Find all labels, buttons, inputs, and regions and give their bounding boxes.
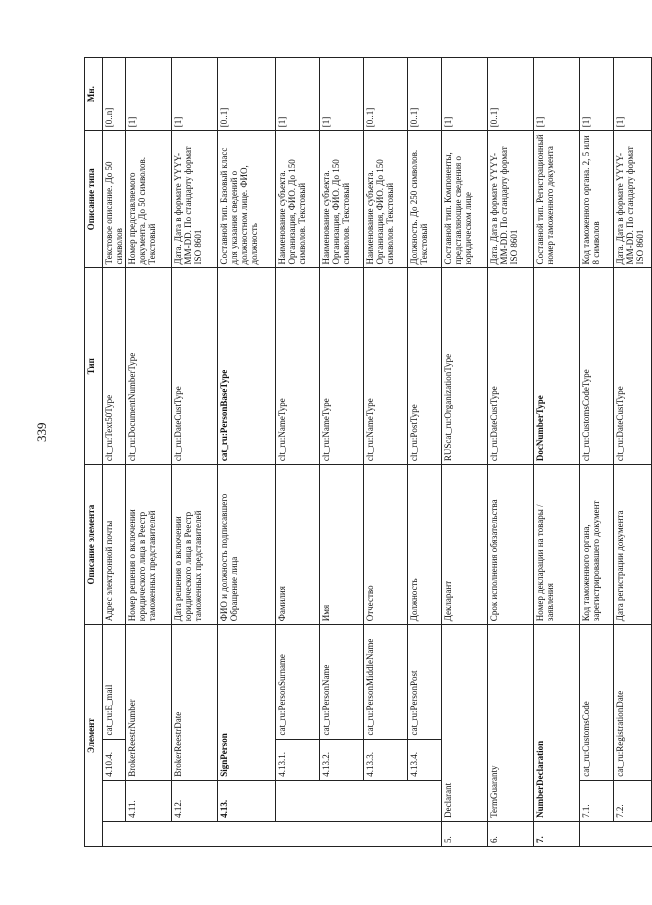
element-name: cat_ru:PersonName: [320, 625, 364, 739]
element-name: cat_ru:PersonSurname: [276, 625, 320, 739]
element-description: Имя: [320, 465, 364, 625]
row-number: 4.10.4.: [103, 739, 126, 780]
element-name: cat_ru:PersonMiddleName: [364, 625, 408, 739]
indent-cell: [580, 821, 614, 846]
element-type: cat_ru:PersonBaseType: [218, 268, 276, 465]
element-name: cat_ru:PersonPost: [408, 625, 442, 739]
type-description: Наименование субъекта. Организация, ФИО. До 150 символов. Текстовый: [276, 131, 320, 268]
table-row: [218, 58, 276, 847]
element-type: clt_ru:DateCustType: [614, 268, 652, 465]
indent-cell: [364, 780, 408, 821]
rotated-table-wrapper: [84, 57, 646, 847]
element-type: DocNumberType: [534, 268, 580, 465]
element-name: Declarant: [442, 625, 488, 822]
multiplicity: [0..1]: [218, 58, 276, 131]
element-name: SignPerson: [218, 625, 276, 781]
table-row: [364, 58, 408, 847]
indent-cell: [320, 821, 364, 846]
element-name: TermGuaranty: [488, 625, 534, 822]
row-number: 7.2.: [614, 780, 652, 821]
type-description: Составной тип. Базовый класс для указания сведений о должностном лице. ФИО, должность: [218, 131, 276, 268]
element-name: NumberDeclaration: [534, 625, 580, 822]
element-type: clt_ru:CustomsCodeType: [580, 268, 614, 465]
multiplicity: [1]: [580, 58, 614, 131]
element-description: Отчество: [364, 465, 408, 625]
table-row: [442, 58, 488, 847]
header-element-desc: Описание элемента: [85, 465, 103, 625]
row-number: 7.1.: [580, 780, 614, 821]
table-row: [534, 58, 580, 847]
row-number: 7.: [534, 821, 580, 846]
table-row: [580, 58, 614, 847]
row-number: 6.: [488, 821, 534, 846]
row-number: 4.13.: [218, 780, 276, 821]
element-type: clt_ru:NameType: [276, 268, 320, 465]
table-row: [488, 58, 534, 847]
indent-cell: [320, 780, 364, 821]
element-type: clt_ru:DateCustType: [488, 268, 534, 465]
header-type: Тип: [85, 268, 103, 465]
element-name: cat_ru:E_mail: [103, 625, 126, 739]
table-row: [614, 58, 652, 847]
multiplicity: [0..1]: [364, 58, 408, 131]
indent-cell: [408, 821, 442, 846]
row-number: 4.13.3.: [364, 739, 408, 780]
indent-cell: [218, 821, 276, 846]
multiplicity: [1]: [534, 58, 580, 131]
element-description: Срок исполнения обязательства: [488, 465, 534, 625]
element-description: Номер решения о включении юридического лица в Реестр таможенных представителей: [126, 465, 172, 625]
type-description: Дата. Дата в формате YYYY-MM-DD. По стандарту формат ISO 8601: [614, 131, 652, 268]
element-description: Фамилия: [276, 465, 320, 625]
row-number: 4.13.2.: [320, 739, 364, 780]
multiplicity: [1]: [172, 58, 218, 131]
multiplicity: [0..n]: [103, 58, 126, 131]
element-description: Должность: [408, 465, 442, 625]
type-description: Текстовое описание. До 50 символов: [103, 131, 126, 268]
table-row: [320, 58, 364, 847]
type-description: Должность. До 250 символов. Текстовый: [408, 131, 442, 268]
row-number: 4.11.: [126, 780, 172, 821]
table-body: [103, 58, 652, 847]
table-row: [408, 58, 442, 847]
header-element: Элемент: [85, 625, 103, 847]
indent-cell: [103, 780, 126, 821]
indent-cell: [364, 821, 408, 846]
indent-cell: [276, 780, 320, 821]
element-description: Адрес электронной почты: [103, 465, 126, 625]
multiplicity: [0..1]: [488, 58, 534, 131]
element-type: clt_ru:NameType: [364, 268, 408, 465]
multiplicity: [1]: [320, 58, 364, 131]
type-description: Дата. Дата в формате YYYY-MM-DD. По стандарту формат ISO 8601: [488, 131, 534, 268]
element-description: Дата регистрации документа: [614, 465, 652, 625]
row-number: 5.: [442, 821, 488, 846]
type-description: Номер представляемого документа. До 50 символов. Текстовый: [126, 131, 172, 268]
header-multiplicity: Мн.: [85, 58, 103, 131]
indent-cell: [103, 821, 126, 846]
table-row: [103, 58, 126, 847]
element-type: clt_ru:DateCustType: [172, 268, 218, 465]
multiplicity: [1]: [614, 58, 652, 131]
element-description: Код таможенного органа, зарегистрировавшего документ: [580, 465, 614, 625]
type-description: Составной тип. Компоненты, представляющие сведения о юридическом лице: [442, 131, 488, 268]
multiplicity: [1]: [126, 58, 172, 131]
indent-cell: [408, 780, 442, 821]
multiplicity: [0..1]: [408, 58, 442, 131]
indent-cell: [172, 821, 218, 846]
element-type: clt_ru:Text50Type: [103, 268, 126, 465]
type-description: Дата. Дата в формате YYYY-MM-DD. По стандарту формат ISO 8601: [172, 131, 218, 268]
multiplicity: [1]: [442, 58, 488, 131]
table-row: [126, 58, 172, 847]
element-description: Декларант: [442, 465, 488, 625]
type-description: Код таможенного органа. 2, 5 или 8 символов: [580, 131, 614, 268]
indent-cell: [126, 821, 172, 846]
header-type-desc: Описание типа: [85, 131, 103, 268]
elements-table: [84, 57, 652, 847]
row-number: 4.13.1.: [276, 739, 320, 780]
element-description: Номер декларации на товары / заявления: [534, 465, 580, 625]
table-row: [172, 58, 218, 847]
row-number: 4.12.: [172, 780, 218, 821]
type-description: Составной тип. Регистрационный номер таможенного документа: [534, 131, 580, 268]
type-description: Наименование субъекта. Организация, ФИО. До 150 символов. Текстовый: [320, 131, 364, 268]
element-name: BrokerReestrDate: [172, 625, 218, 781]
table-header-row: [85, 58, 103, 847]
element-name: cat_ru:CustomsCode: [580, 625, 614, 781]
type-description: Наименование субъекта. Организация, ФИО. До 150 символов. Текстовый: [364, 131, 408, 268]
element-description: ФИО и должность подписавшего Обращение лица: [218, 465, 276, 625]
element-description: Дата решения о включении юридического лица в Реестр таможенных представителей: [172, 465, 218, 625]
element-type: RUScat_ru:OrganizationType: [442, 268, 488, 465]
indent-cell: [614, 821, 652, 846]
row-number: 4.13.4.: [408, 739, 442, 780]
element-name: BrokerReestrNumber: [126, 625, 172, 781]
page-number: 339: [34, 422, 49, 442]
element-type: clt_ru:PostType: [408, 268, 442, 465]
element-type: clt_ru:NameType: [320, 268, 364, 465]
indent-cell: [276, 821, 320, 846]
table-row: [276, 58, 320, 847]
multiplicity: [1]: [276, 58, 320, 131]
element-type: clt_ru:DocumentNumberType: [126, 268, 172, 465]
element-name: cat_ru:RegistrationDate: [614, 625, 652, 781]
